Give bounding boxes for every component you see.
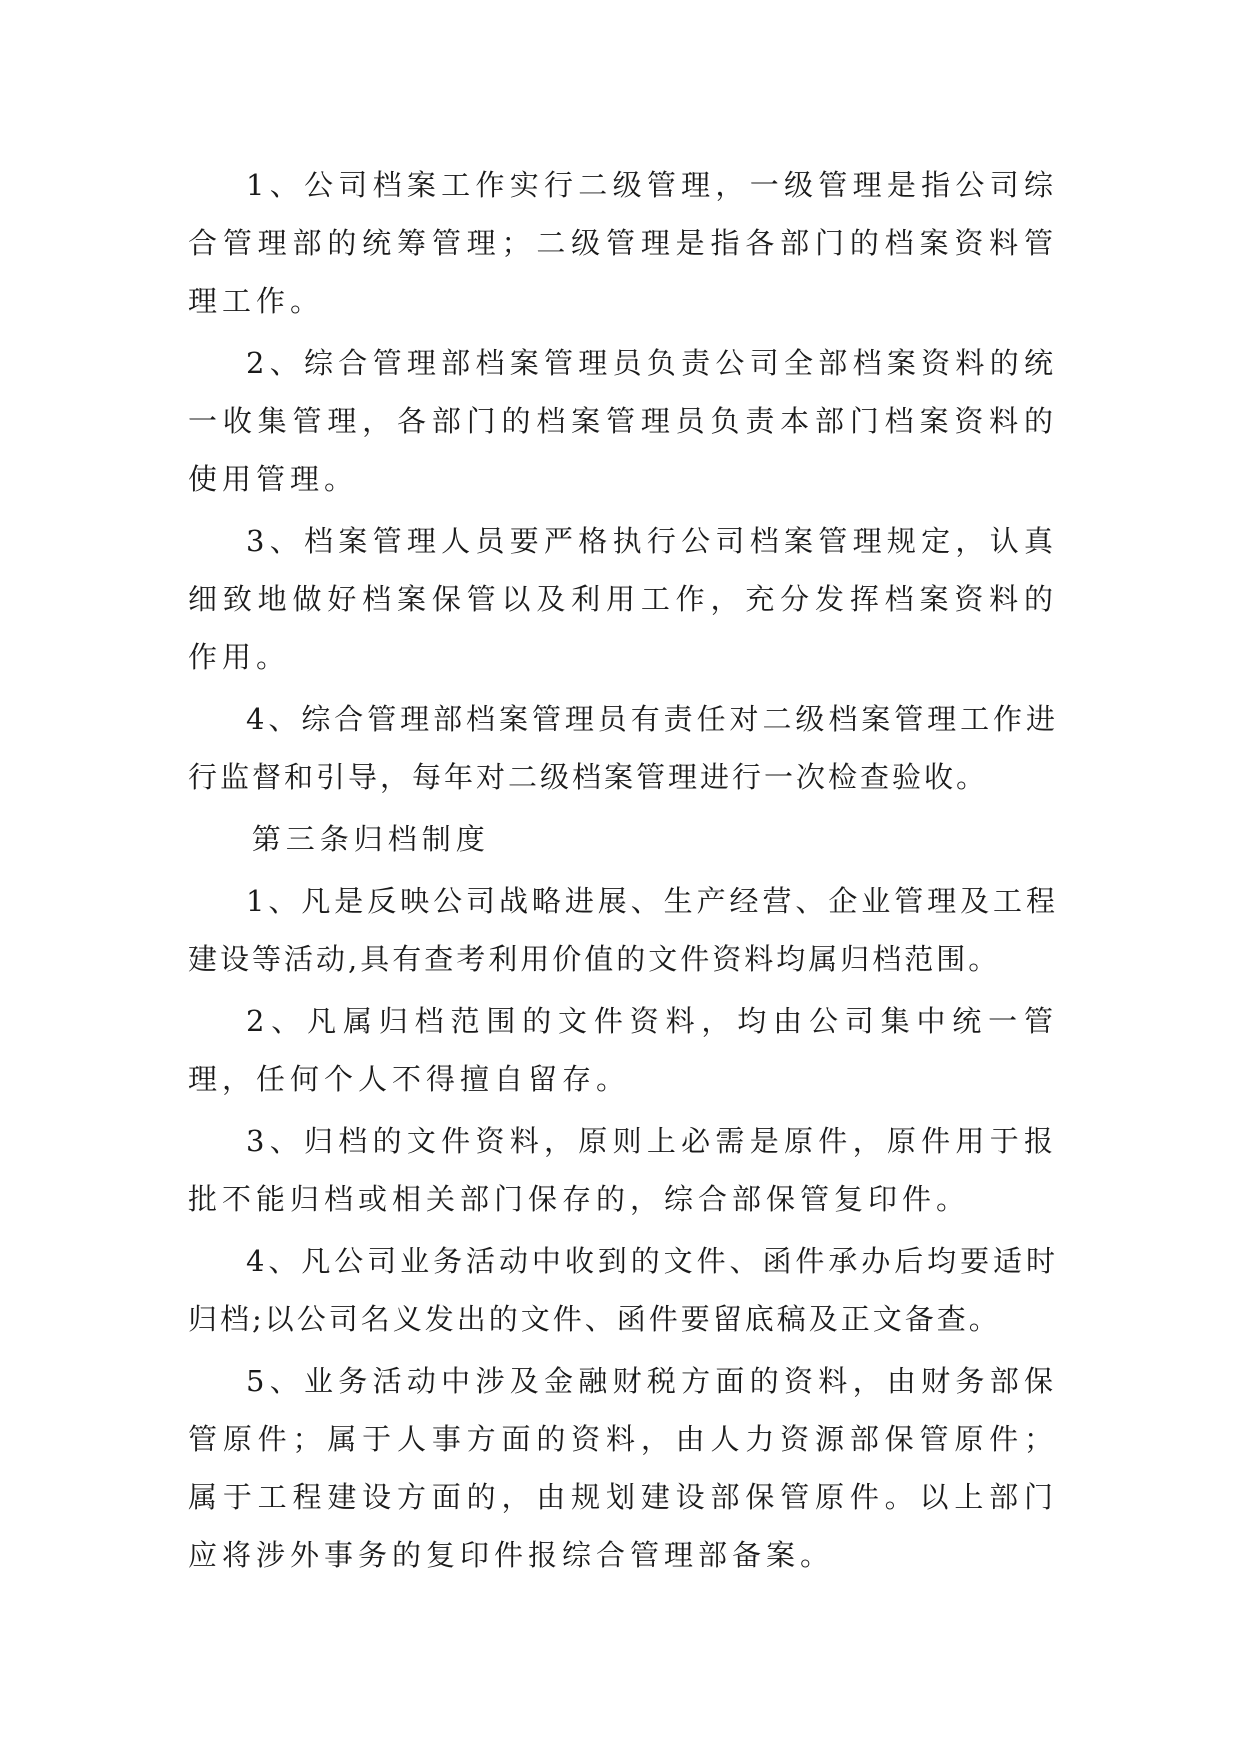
paragraph-7: 3、归档的文件资料，原则上必需是原件，原件用于报批不能归档或相关部门保存的，综合部保管复印件。	[188, 1124, 1058, 1216]
paragraph-1: 1、公司档案工作实行二级管理，一级管理是指公司综合管理部的统筹管理；二级管理是指各部门的档案资料管理工作。	[188, 168, 1058, 318]
paragraph-6: 2、凡属归档范围的文件资料，均由公司集中统一管理，任何个人不得擅自留存。	[188, 1004, 1058, 1096]
document-body	[188, 156, 1058, 1588]
section-heading: 第三条归档制度	[251, 822, 490, 856]
paragraph-4: 4、综合管理部档案管理员有责任对二级档案管理工作进行监督和引导，每年对二级档案管理进行一次检查验收。	[188, 702, 1058, 794]
paragraph-9: 5、业务活动中涉及金融财税方面的资料，由财务部保管原件；属于人事方面的资料，由人力资源部保管原件；属于工程建设方面的，由规划建设部保管原件。以上部门应将涉外事务的复印件报综合管理部备案。	[188, 1364, 1058, 1572]
paragraph-2: 2、综合管理部档案管理员负责公司全部档案资料的统一收集管理，各部门的档案管理员负责本部门档案资料的使用管理。	[188, 346, 1058, 496]
paragraph-5: 1、凡是反映公司战略进展、生产经营、企业管理及工程建设等活动,具有查考利用价值的文件资料均属归档范围。	[188, 884, 1058, 976]
paragraph-8: 4、凡公司业务活动中收到的文件、函件承办后均要适时归档;以公司名义发出的文件、函件要留底稿及正文备查。	[188, 1244, 1058, 1336]
paragraph-3: 3、档案管理人员要严格执行公司档案管理规定，认真细致地做好档案保管以及利用工作，充分发挥档案资料的作用。	[188, 524, 1058, 674]
